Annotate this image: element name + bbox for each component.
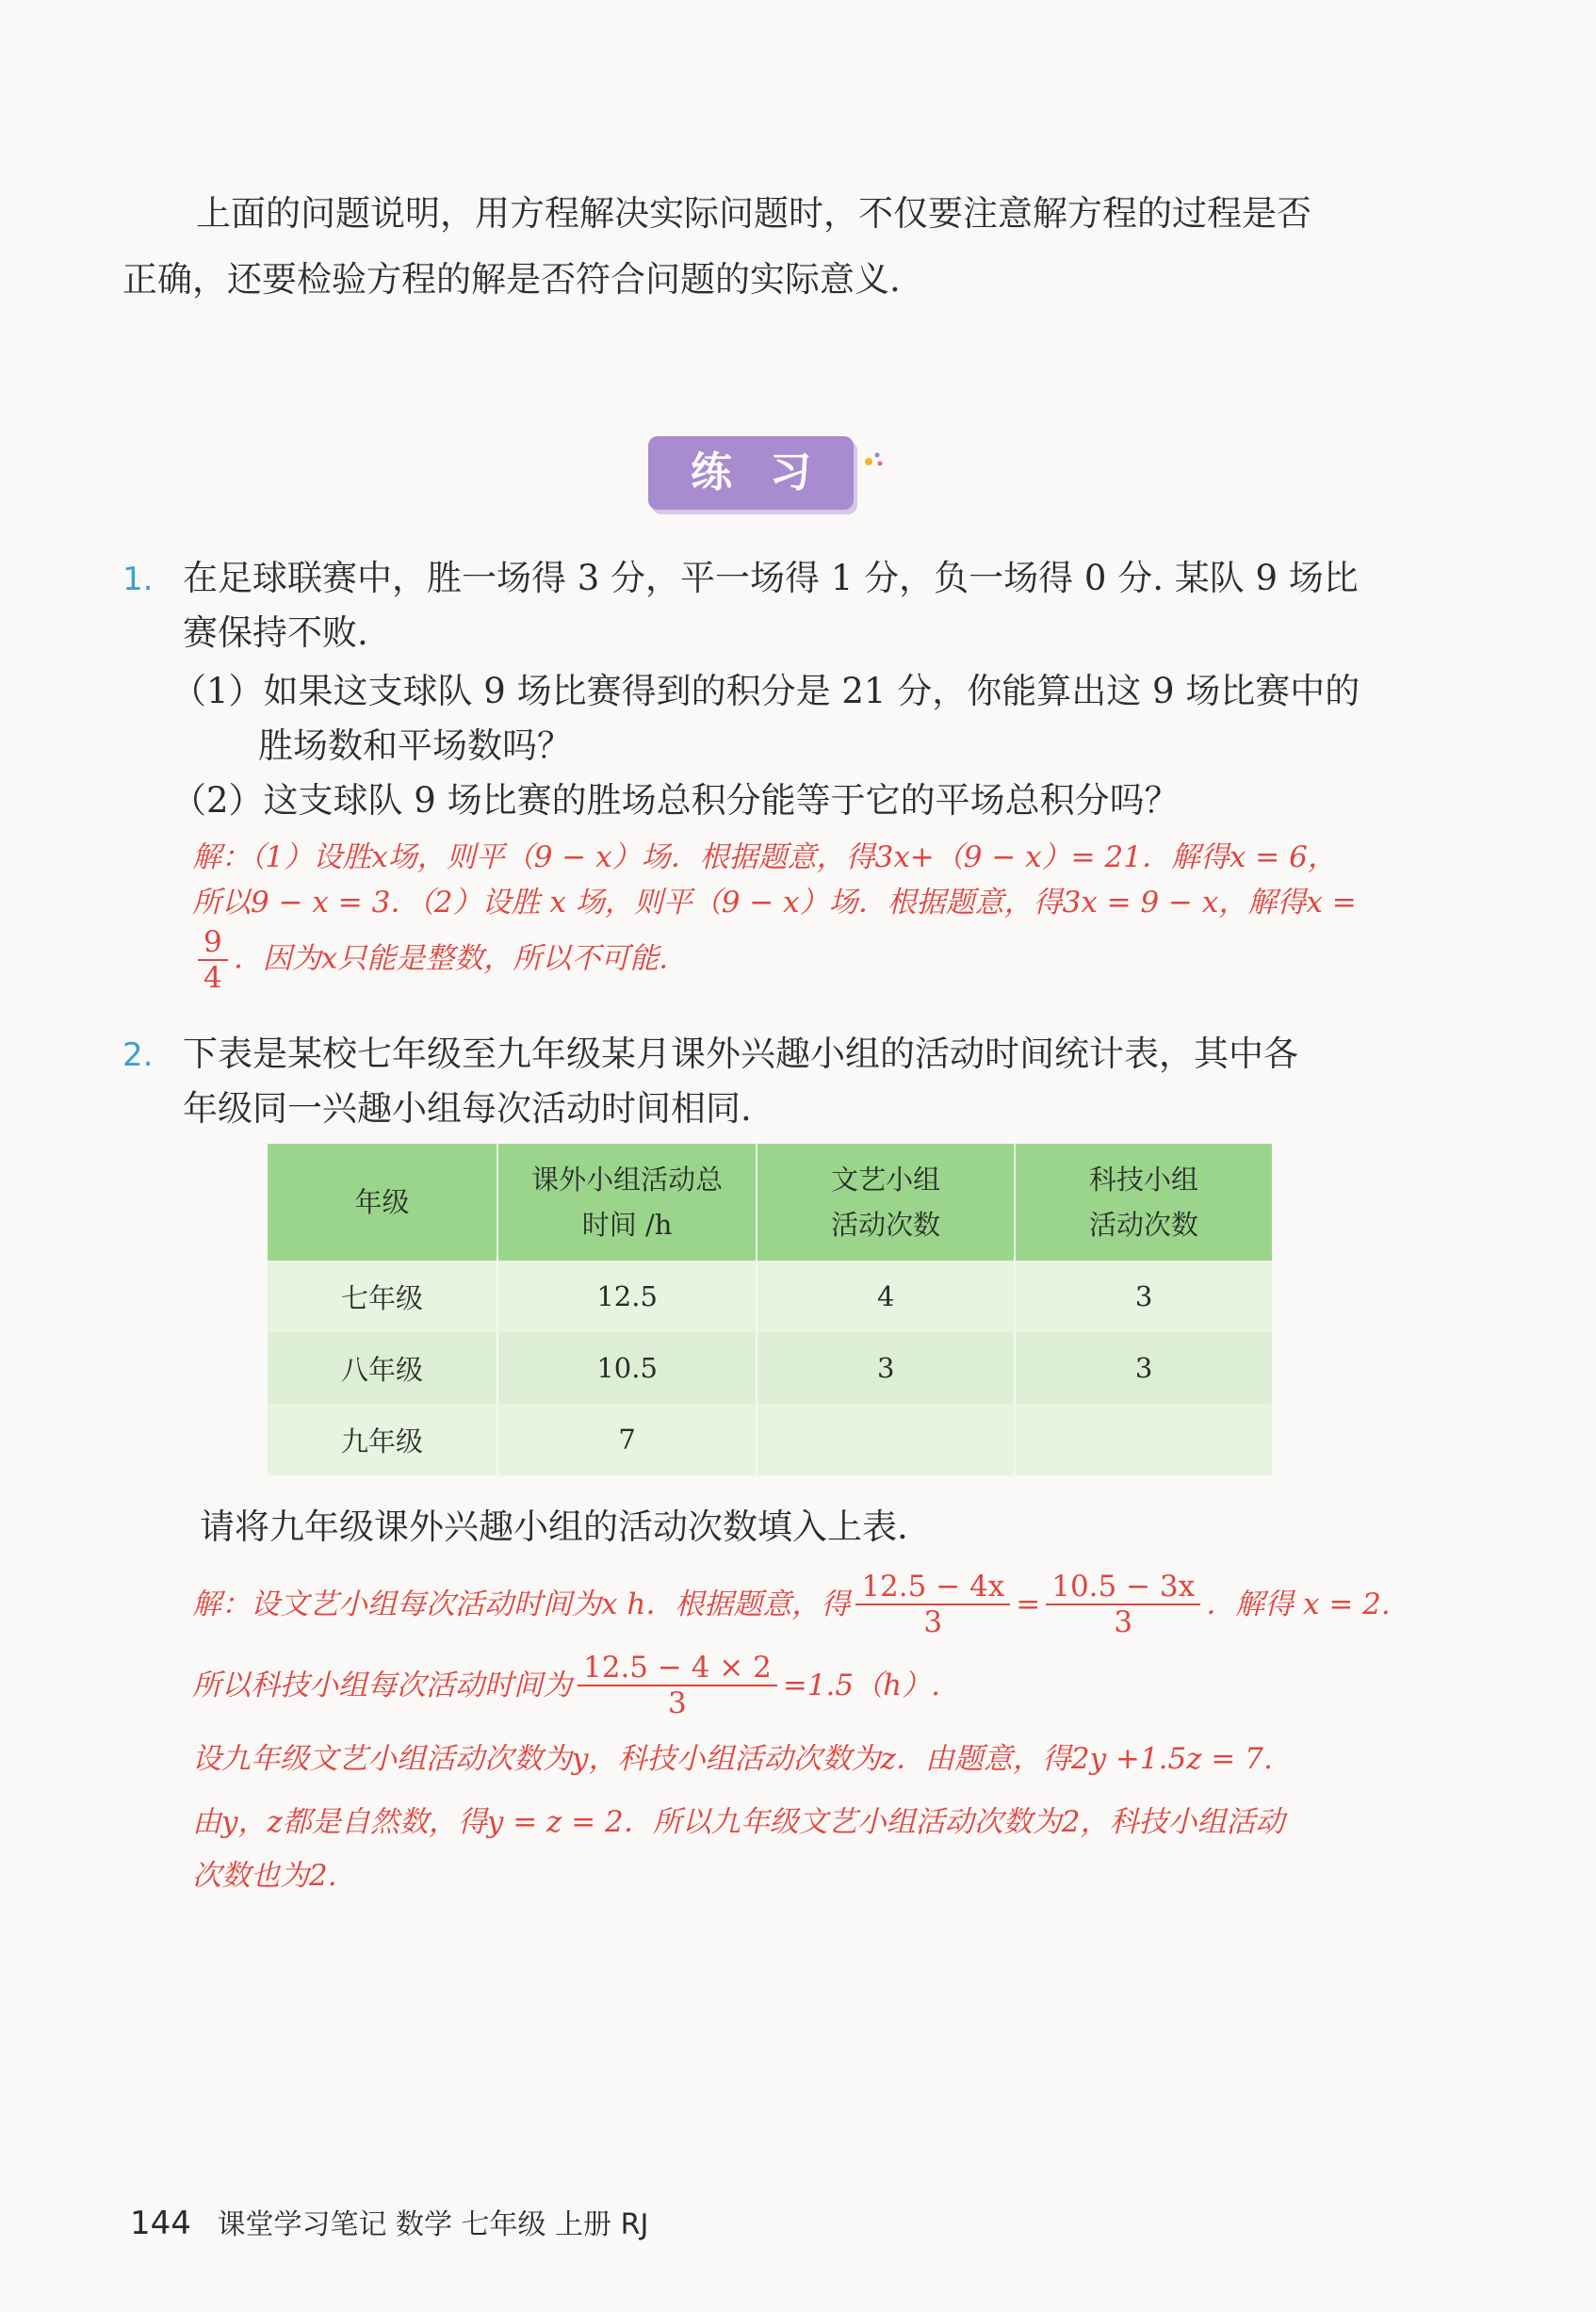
table-row	[268, 1332, 1272, 1404]
answer-line: 次数也为2.	[192, 1859, 337, 1893]
table-cell: 八年级	[268, 1332, 497, 1404]
table-cell: 七年级	[268, 1261, 497, 1332]
page-footer	[130, 2201, 648, 2242]
fraction	[578, 1651, 777, 1720]
fraction-numerator: 9	[198, 925, 228, 961]
answer-line: 所以9 − x = 3．（2）设胜 x 场，则平（9 − x）场．根据题意，得3x = 9 − x，解得x =	[192, 886, 1357, 920]
answer-line: 所以科技小组每次活动时间为	[192, 1669, 572, 1702]
fraction-denominator: 4	[204, 961, 222, 995]
fraction-denominator: 3	[1114, 1605, 1133, 1639]
question-1	[122, 551, 153, 607]
table-header: 文艺小组 活动次数	[757, 1144, 1015, 1261]
answer-line: ．因为x只能是整数，所以不可能.	[233, 941, 669, 976]
question-line: 下表是某校七年级至九年级某月课外兴趣小组的活动时间统计表，其中各	[183, 1034, 1298, 1074]
table-cell: 3	[1015, 1332, 1272, 1404]
answer-line: 由y，z都是自然数，得y = z = 2．所以九年级文艺小组活动次数为2，科技小组活动	[192, 1805, 1285, 1839]
question-line: 在足球联赛中，胜一场得 3 分，平一场得 1 分，负一场得 0 分. 某队 9 场比	[183, 558, 1359, 598]
intro-paragraph	[122, 181, 1432, 313]
fraction	[1046, 1570, 1200, 1639]
book-title: 课堂学习笔记 数学 七年级 上册 RJ	[217, 2208, 649, 2241]
question-number: 2.	[122, 1036, 154, 1074]
question-2-text	[183, 1027, 1436, 1136]
activity-table	[268, 1144, 1272, 1475]
table-cell: 4	[757, 1261, 1015, 1332]
table-instruction: 请将九年级课外兴趣小组的活动次数填入上表.	[200, 1506, 908, 1547]
question-line: 赛保持不败.	[183, 612, 368, 653]
answer-2	[192, 1564, 1445, 1899]
table-header: 课外小组活动总 时间 /h	[497, 1144, 757, 1261]
answer-1	[192, 835, 1436, 995]
question-line: 年级同一兴趣小组每次活动时间相同.	[183, 1088, 752, 1129]
table-cell: 九年级	[268, 1404, 497, 1475]
fraction-numerator: 12.5 − 4x	[855, 1570, 1010, 1605]
answer-line: =1.5（h）.	[782, 1669, 940, 1702]
sub-question-line: （1）如果这支球队 9 场比赛得到的积分是 21 分，你能算出这 9 场比赛中的	[171, 671, 1360, 711]
sparkle-dots-icon	[863, 450, 888, 469]
table-header: 科技小组 活动次数	[1015, 1144, 1272, 1261]
question-2	[122, 1027, 153, 1083]
table-cell	[757, 1404, 1015, 1475]
question-1-text	[183, 551, 1436, 660]
table-cell: 10.5	[497, 1332, 757, 1404]
table-row	[268, 1404, 1272, 1475]
intro-line: 正确，还要检验方程的解是否符合问题的实际意义.	[122, 259, 901, 300]
sub-question-line: 胜场数和平场数吗？	[258, 725, 572, 766]
answer-line: ．解得 x = 2.	[1206, 1587, 1391, 1621]
answer-line: 解：设文艺小组每次活动时间为x h．根据题意，得	[192, 1587, 851, 1621]
sub-question-line: （2）这支球队 9 场比赛的胜场总积分能等于它的平场总积分吗？	[171, 780, 1180, 821]
intro-line: 上面的问题说明，用方程解决实际问题时，不仅要注意解方程的过程是否	[196, 193, 1311, 234]
table-cell: 3	[1015, 1261, 1272, 1332]
table-cell: 7	[497, 1404, 757, 1475]
table-header-row	[268, 1144, 1272, 1261]
table-cell: 3	[757, 1332, 1015, 1404]
table-header: 年级	[268, 1144, 497, 1261]
answer-line: 设九年级文艺小组活动次数为y，科技小组活动次数为z．由题意，得2y +1.5z = 7.	[192, 1742, 1273, 1776]
answer-line: 解：（1）设胜x场，则平（9 − x）场．根据题意，得3x+（9 − x）= 21．解得x = 6，	[192, 840, 1337, 874]
fraction-numerator: 12.5 − 4 × 2	[578, 1651, 777, 1686]
table-row	[268, 1261, 1272, 1332]
exercise-heading: 练习	[691, 448, 849, 497]
fraction-denominator: 3	[923, 1605, 943, 1639]
fraction	[198, 925, 228, 995]
question-1-sub	[171, 664, 1434, 828]
page-number: 144	[130, 2205, 191, 2242]
fraction-denominator: 3	[668, 1686, 687, 1720]
table-cell	[1015, 1404, 1272, 1475]
question-number: 1.	[122, 561, 154, 598]
equals-sign: =	[1016, 1587, 1041, 1621]
table-cell: 12.5	[497, 1261, 757, 1332]
fraction	[855, 1570, 1010, 1639]
fraction-numerator: 10.5 − 3x	[1046, 1570, 1200, 1605]
